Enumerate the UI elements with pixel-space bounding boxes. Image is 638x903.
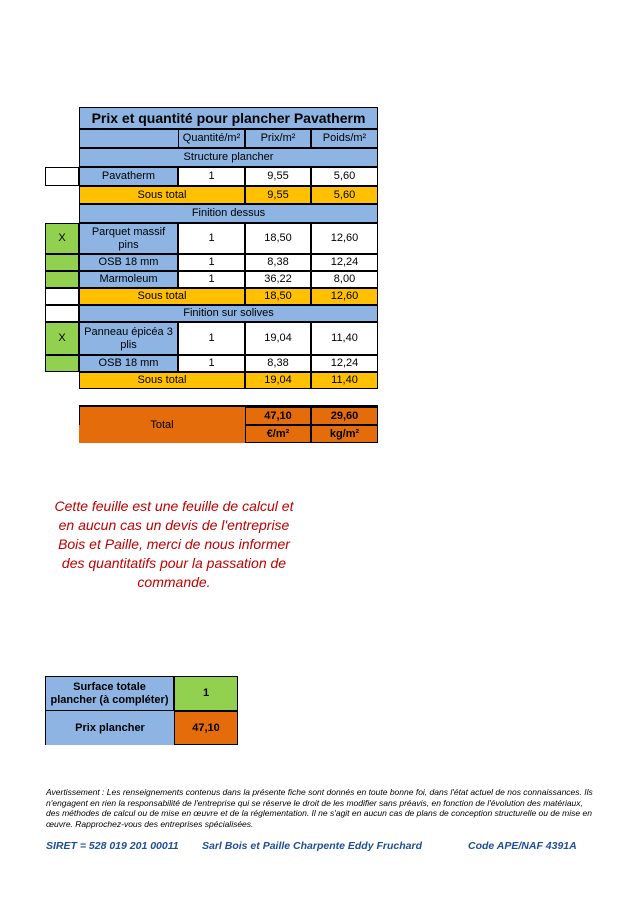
disclaimer-text: Avertissement : Les renseignements contenus dans la présente fiche sont donnés en toute bonne foi, dans l'état actuel de nos connaissances. Ils n'engagent en rien la responsabilité de l'entreprise qui se réserve le droit de les modifier sans préavis, en fonction de l'évolution des matériaux, des méthodes de calcul ou de mise en œuvre et de la réglementation. Il ne s'agit en aucun cas de plans de conception structurelle ou de mise en œuvre. Rapprochez-vous des entreprises spécialisées. [46, 787, 593, 829]
calculation-notice: Cette feuille est une feuille de calcul et en aucun cas un devis de l'entreprise Bois et Paille, merci de nous informer des quantitatifs pour la passation de commande. [54, 498, 294, 590]
row-weight: 11,40 [311, 322, 378, 355]
subtotal-label: Sous total [79, 288, 245, 305]
row-qty: 1 [178, 322, 245, 355]
surface-label: Surface totale plancher (à compléter) [45, 676, 174, 711]
total-label: Total [79, 407, 245, 443]
subtotal-price: 9,55 [245, 186, 311, 204]
row-price: 18,50 [245, 223, 311, 254]
row-price: 19,04 [245, 322, 311, 355]
footer-siret: SIRET = 528 019 201 00011 [46, 840, 179, 852]
row-name: OSB 18 mm [79, 254, 178, 271]
total-weight: 29,60 [311, 407, 378, 425]
row-price: 36,22 [245, 271, 311, 288]
subtotal-label: Sous total [79, 372, 245, 389]
price-label: Prix plancher [45, 711, 174, 745]
section-solives: Finition sur solives [79, 305, 378, 322]
row-qty: 1 [178, 355, 245, 372]
subtotal-weight: 5,60 [311, 186, 378, 204]
row-qty: 1 [178, 271, 245, 288]
footer-company: Sarl Bois et Paille Charpente Eddy Fruchard [202, 840, 422, 852]
surface-input[interactable]: 1 [174, 676, 238, 711]
total-price-unit: €/m² [245, 425, 311, 443]
subtotal-label: Sous total [79, 186, 245, 204]
row-price: 8,38 [245, 355, 311, 372]
section-finition: Finition dessus [79, 204, 378, 223]
mark-cell[interactable] [45, 355, 79, 372]
header-quantity: Quantité/m² [178, 129, 245, 148]
row-weight: 12,60 [311, 223, 378, 254]
mark-cell[interactable] [45, 254, 79, 271]
mark-cell[interactable]: X [45, 322, 79, 355]
row-qty: 1 [178, 167, 245, 186]
total-weight-unit: kg/m² [311, 425, 378, 443]
mark-cell[interactable]: X [45, 223, 79, 254]
row-name: Pavatherm [79, 167, 178, 186]
header-price: Prix/m² [245, 129, 311, 148]
row-name: Panneau épicéa 3 plis [79, 322, 178, 355]
row-weight: 12,24 [311, 355, 378, 372]
table-title: Prix et quantité pour plancher Pavatherm [79, 107, 378, 129]
row-weight: 8,00 [311, 271, 378, 288]
row-price: 9,55 [245, 167, 311, 186]
subtotal-weight: 11,40 [311, 372, 378, 389]
mark-cell-blank [45, 305, 79, 322]
row-qty: 1 [178, 254, 245, 271]
row-name: Parquet massif pins [79, 223, 178, 254]
section-structure: Structure plancher [79, 148, 378, 167]
subtotal-price: 18,50 [245, 288, 311, 305]
subtotal-price: 19,04 [245, 372, 311, 389]
mark-cell-blank [45, 288, 79, 305]
row-qty: 1 [178, 223, 245, 254]
row-price: 8,38 [245, 254, 311, 271]
row-weight: 12,24 [311, 254, 378, 271]
header-weight: Poids/m² [311, 129, 378, 148]
footer-code: Code APE/NAF 4391A [468, 840, 577, 852]
row-name: OSB 18 mm [79, 355, 178, 372]
row-name: Marmoleum [79, 271, 178, 288]
mark-cell[interactable] [45, 167, 79, 186]
mark-cell[interactable] [45, 271, 79, 288]
subtotal-weight: 12,60 [311, 288, 378, 305]
header-blank [79, 129, 178, 148]
total-left-tick [79, 407, 80, 425]
row-weight: 5,60 [311, 167, 378, 186]
price-value: 47,10 [174, 711, 238, 745]
total-price: 47,10 [245, 407, 311, 425]
